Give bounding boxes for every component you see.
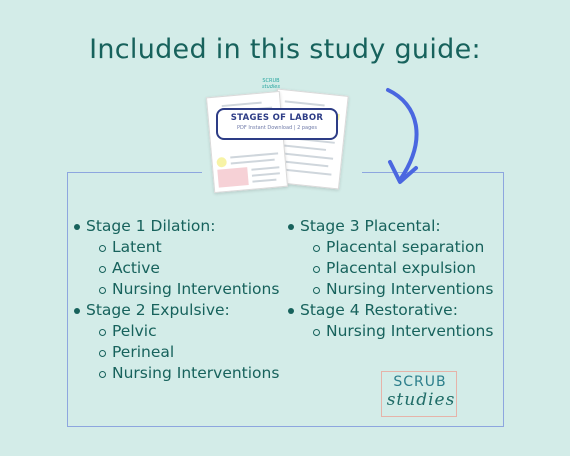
sub-list-item: Placental expulsion <box>288 258 493 279</box>
sub-list-item: Nursing Interventions <box>74 363 279 384</box>
topics-column-1 <box>74 216 279 384</box>
sub-list-item: Latent <box>74 237 279 258</box>
page-title: Included in this study guide: <box>89 34 481 65</box>
sub-list-item: Active <box>74 258 279 279</box>
preview-page-1 <box>206 91 288 193</box>
banner-subtitle: PDF Instant Download | 2 pages <box>237 125 317 131</box>
sub-list-item: Nursing Interventions <box>74 279 279 300</box>
brand-logo <box>381 371 457 417</box>
preview-banner <box>216 108 338 140</box>
preview-brand-line1: SCRUB <box>262 78 280 84</box>
list-item: Stage 3 Placental: <box>288 216 493 237</box>
sub-list-item: Nursing Interventions <box>288 279 493 300</box>
sub-list-item: Nursing Interventions <box>288 321 493 342</box>
sub-list-item: Placental separation <box>288 237 493 258</box>
logo-studies-text: studies <box>386 390 456 410</box>
curved-arrow-icon <box>378 84 448 194</box>
study-guide-preview <box>200 78 350 190</box>
topics-column-2 <box>288 216 493 342</box>
list-item: Stage 1 Dilation: <box>74 216 279 237</box>
preview-brand <box>262 78 280 90</box>
list-item: Stage 4 Restorative: <box>288 300 493 321</box>
banner-title: STAGES OF LABOR <box>230 113 324 123</box>
logo-scrub-text: SCRUB <box>393 374 447 390</box>
preview-brand-line2: studies <box>262 84 280 90</box>
list-item: Stage 2 Expulsive: <box>74 300 279 321</box>
sub-list-item: Perineal <box>74 342 279 363</box>
sub-list-item: Pelvic <box>74 321 279 342</box>
